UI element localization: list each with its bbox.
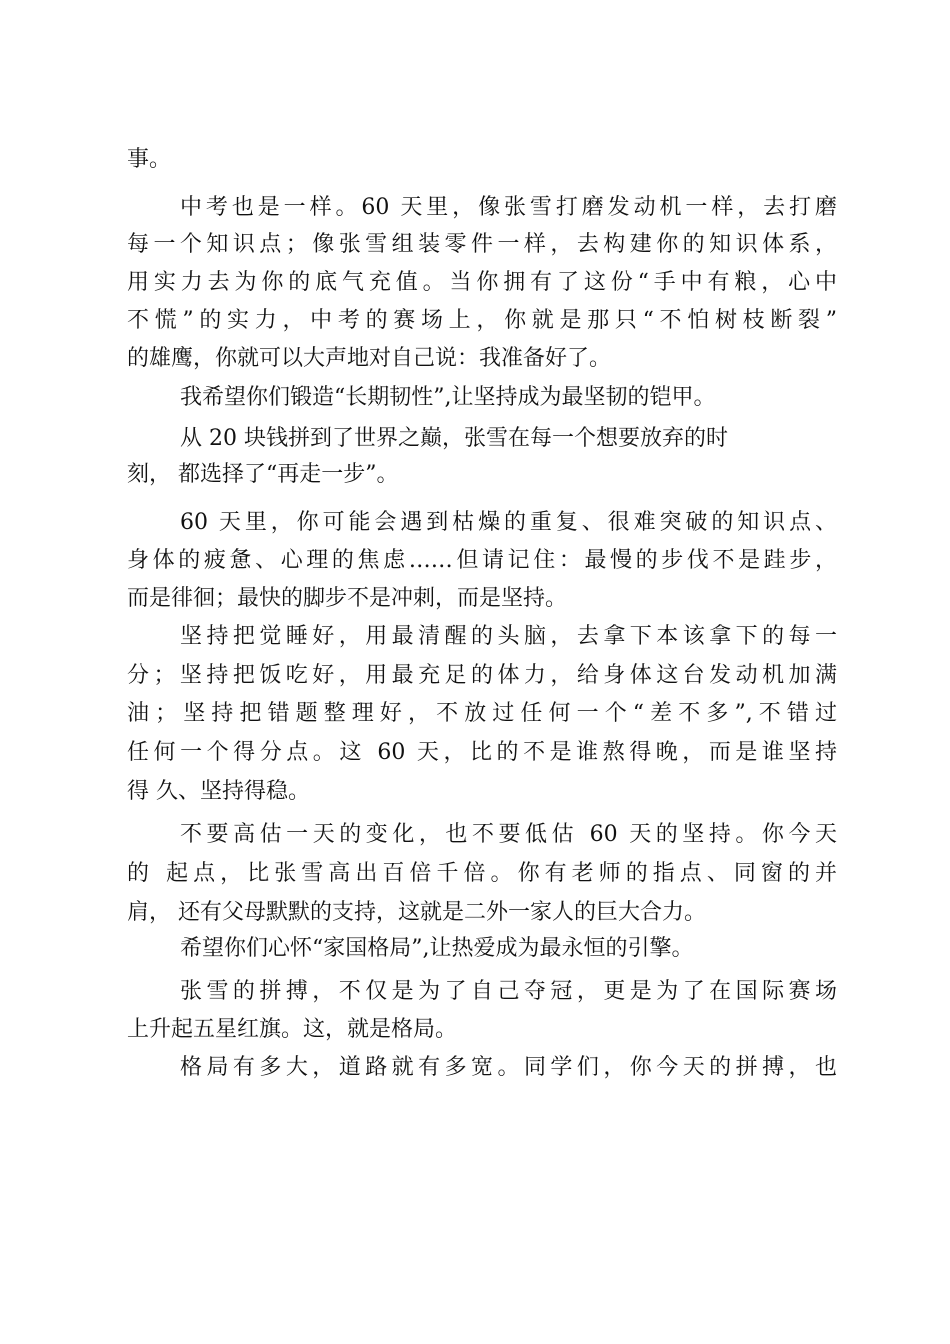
section-heading: 希望你们心怀“家国格局”,让热爱成为最永恒的引擎。 [180,936,694,961]
paragraph-first-line: 从 20 块钱拼到了世界之巅，张雪在每一个想要放弃的时 [180,426,728,451]
paragraph-first-line: 张雪的拼搏，不仅是为了自己夺冠，更是为了在国际赛场 [180,979,837,1004]
text-line: 油；坚持把错题整理好，不放过任何一个“差不多”,不错过 [127,701,837,726]
text-line: 事。 [127,147,172,172]
paragraph-first-line: 60 天里，你可能会遇到枯燥的重复、很难突破的知识点、 [180,510,837,535]
text-line: 用实力去为你的底气充值。当你拥有了这份“手中有粮，心中 [127,270,837,295]
text-line: 任何一个得分点。这 60 天，比的不是谁熬得晚，而是谁坚持 [127,740,837,765]
text-line: 肩， 还有父母默默的支持，这就是二外一家人的巨大合力。 [127,900,706,925]
text-line: 身体的疲惫、心理的焦虑……但请记住：最慢的步伐不是跬步， [127,548,837,573]
text-line: 刻， 都选择了“再走一步”。 [127,462,399,487]
text-line: 不慌”的实力，中考的赛场上，你就是那只“不怕树枝断裂” [127,308,837,333]
text-line: 上升起五星红旗。这，就是格局。 [127,1017,458,1042]
text-line: 得 久、坚持得稳。 [127,779,310,804]
text-line: 而是徘徊；最快的脚步不是冲刺，而是坚持。 [127,586,568,611]
paragraph-first-line: 中考也是一样。60 天里，像张雪打磨发动机一样，去打磨 [180,195,837,220]
paragraph-first-line: 坚持把觉睡好，用最清醒的头脑，去拿下本该拿下的每一 [180,624,837,649]
paragraph-first-line: 不要高估一天的变化，也不要低估 60 天的坚持。你今天 [180,822,837,847]
paragraph-first-line: 格局有多大，道路就有多宽。同学们，你今天的拼搏，也 [180,1055,837,1080]
text-line: 每一个知识点；像张雪组装零件一样，去构建你的知识体系， [127,232,837,257]
section-heading: 我希望你们锻造“长期韧性”,让坚持成为最坚韧的铠甲。 [180,385,716,410]
text-line: 的 起点，比张雪高出百倍千倍。你有老师的指点、同窗的并 [127,861,837,886]
text-line: 分；坚持把饭吃好，用最充足的体力，给身体这台发动机加满 [127,663,837,688]
text-line: 的雄鹰，你就可以大声地对自己说：我准备好了。 [127,346,612,371]
